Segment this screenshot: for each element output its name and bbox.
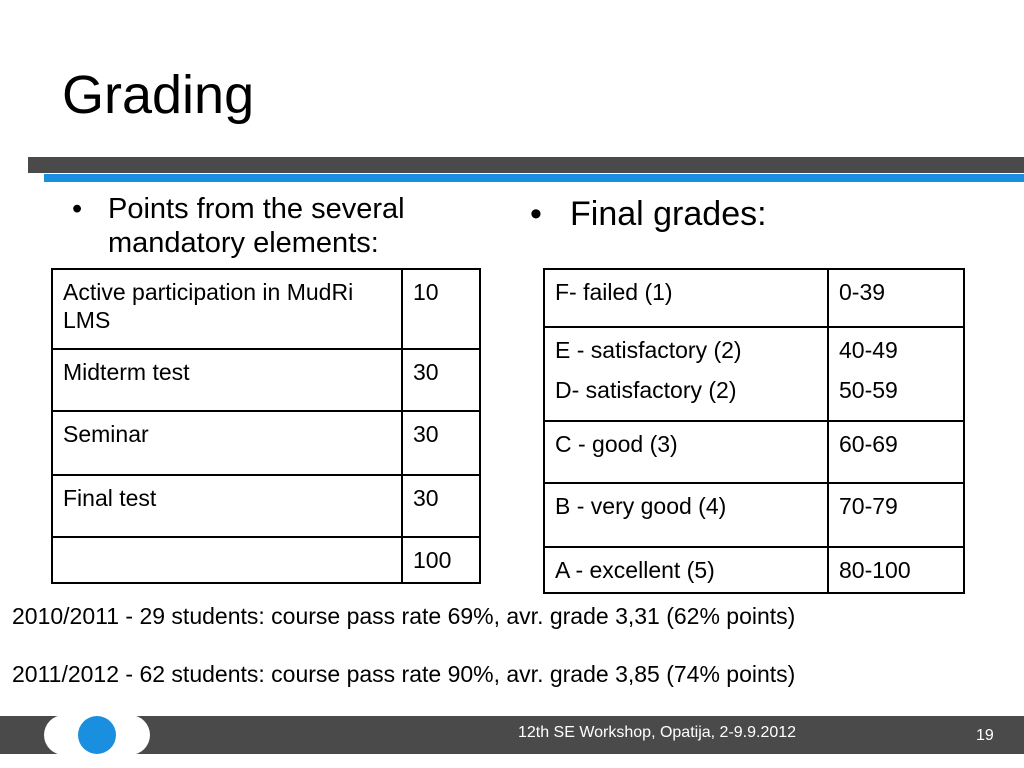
points-value-cell: 30 (402, 349, 480, 411)
points-element-cell: Seminar (52, 411, 402, 475)
table-row (544, 327, 964, 421)
grade-range: 80-100 (839, 557, 911, 583)
bullet-points-text: Points from the several mandatory elements: (108, 193, 405, 259)
points-value-cell: 10 (402, 269, 480, 349)
points-table (51, 268, 481, 584)
grade-cell (544, 421, 828, 483)
grade-label: C - good (3) (555, 431, 678, 457)
page-number: 19 (976, 727, 994, 744)
grade-range: 50-59 (839, 377, 898, 403)
bullet-final-grades-text: Final grades: (570, 195, 767, 233)
table-row (544, 547, 964, 593)
slide-title: Grading (62, 65, 255, 125)
range-cell (828, 269, 964, 327)
points-element-cell (52, 537, 402, 583)
grade-range: 40-49 (839, 337, 898, 363)
grade-range: 0-39 (839, 279, 886, 305)
grade-label: E - satisfactory (2) (555, 337, 742, 363)
grade-label: A - excellent (5) (555, 557, 715, 583)
table-row (544, 269, 964, 327)
points-element-cell: Active participation in MudRi LMS (52, 269, 402, 349)
table-row (544, 421, 964, 483)
grade-cell (544, 547, 828, 593)
title-divider-dark (28, 157, 1024, 173)
range-cell (828, 547, 964, 593)
grade-range: 60-69 (839, 431, 898, 457)
bullet-points-intro (72, 192, 492, 260)
points-value-cell: 30 (402, 475, 480, 537)
bullet-marker: • (530, 195, 542, 233)
points-element-cell: Midterm test (52, 349, 402, 411)
range-cell (828, 483, 964, 547)
stat-line-2011-2012: 2011/2012 - 62 students: course pass rate 90%, avr. grade 3,85 (74% points) (12, 661, 796, 687)
grade-cell (544, 269, 828, 327)
range-cell (828, 327, 964, 421)
table-row (52, 349, 480, 411)
grade-label: F- failed (1) (555, 279, 673, 305)
grade-label: B - very good (4) (555, 493, 727, 519)
table-row (52, 537, 480, 583)
grade-label: D- satisfactory (2) (555, 377, 737, 403)
table-row (544, 483, 964, 547)
grade-cell (544, 483, 828, 547)
table-row (52, 411, 480, 475)
bullet-final-grades (530, 194, 930, 234)
grade-cell (544, 327, 828, 421)
points-value-cell: 30 (402, 411, 480, 475)
bullet-marker: • (72, 193, 83, 225)
table-row (52, 269, 480, 349)
footer-event-text: 12th SE Workshop, Opatija, 2-9.9.2012 (517, 724, 797, 741)
points-element-cell: Final test (52, 475, 402, 537)
points-total-cell: 100 (402, 537, 480, 583)
grade-range: 70-79 (839, 493, 898, 519)
table-row (52, 475, 480, 537)
range-cell (828, 421, 964, 483)
stat-line-2010-2011: 2010/2011 - 29 students: course pass rate 69%, avr. grade 3,31 (62% points) (12, 603, 796, 629)
title-divider-blue (44, 174, 1024, 182)
grades-table (543, 268, 965, 594)
